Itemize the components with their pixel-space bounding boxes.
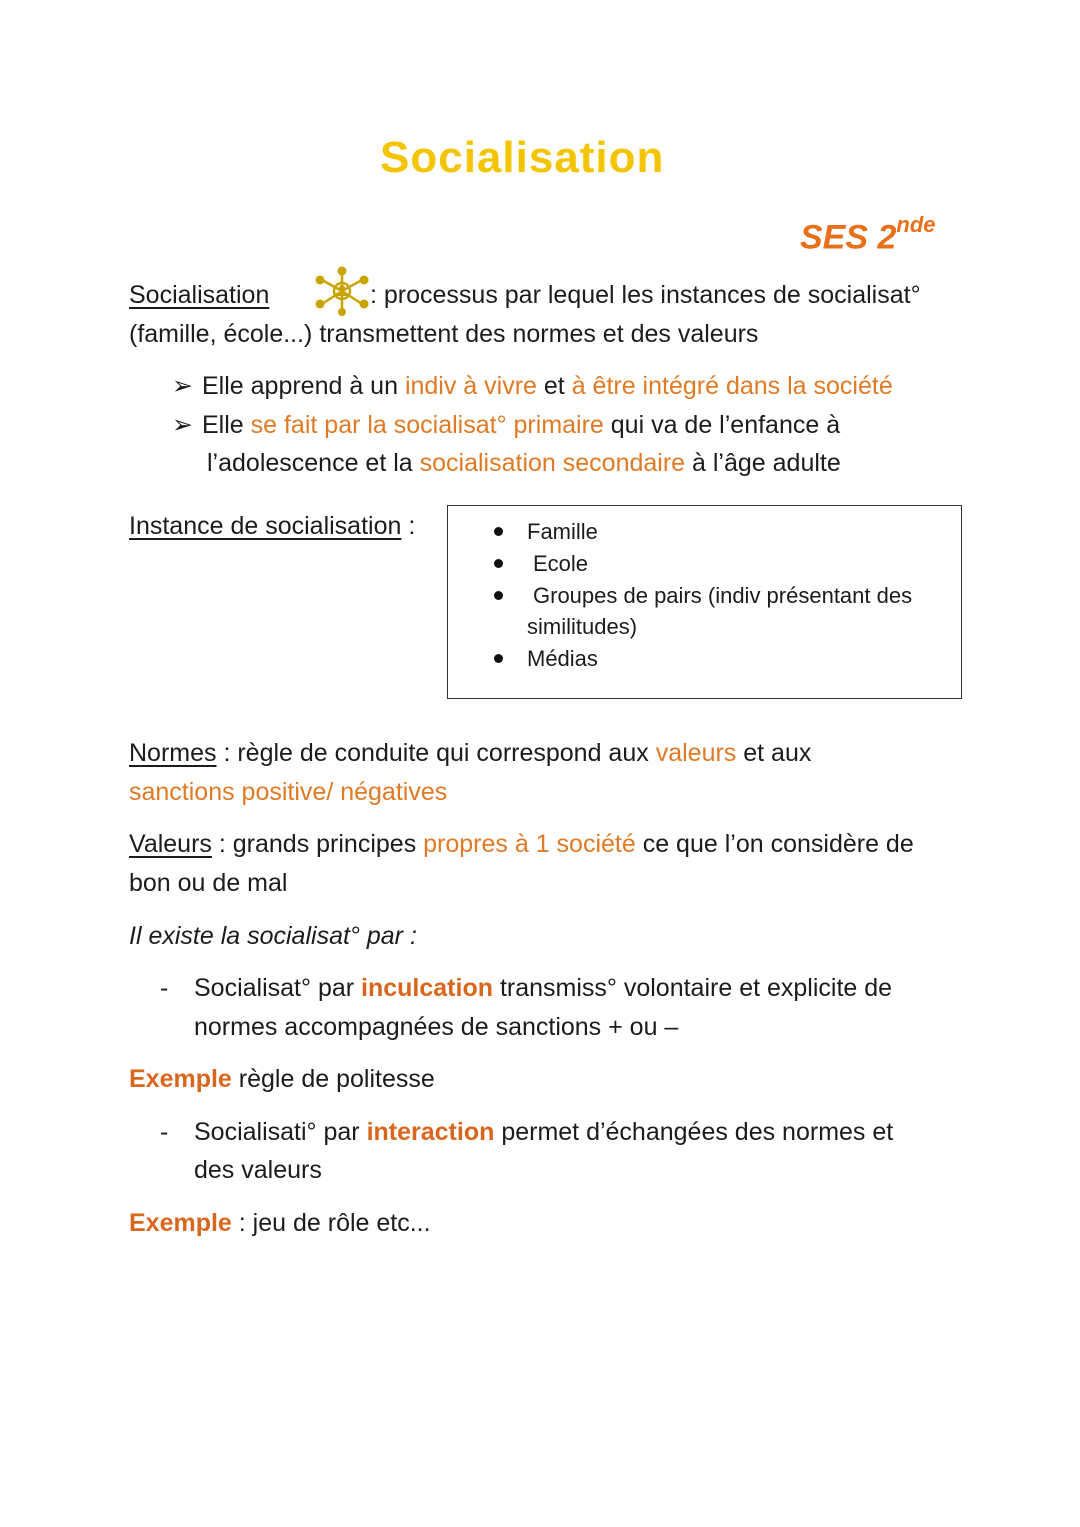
inculcation-line2: normes accompagnées de sanctions + ou –	[194, 1013, 679, 1041]
valeurs-line2: bon ou de mal	[129, 869, 288, 897]
course-label	[800, 205, 936, 261]
definition-line2: (famille, école...) transmettent des normes et des valeurs	[129, 320, 759, 348]
definition-term-text: Socialisation	[129, 281, 270, 309]
arrow-point-2-continued: l’adolescence et la socialisation secondaire à l’âge adulte	[207, 449, 841, 477]
dash-bullet: -	[160, 974, 169, 1002]
exemple-1: Exemple règle de politesse	[129, 1065, 435, 1093]
course-label-sup: nde	[896, 212, 936, 237]
bullet-icon	[494, 559, 503, 568]
bullet-icon	[494, 527, 503, 536]
inculcation-line1: Socialisat° par inculcation transmiss° volontaire et explicite de	[194, 974, 893, 1002]
network-people-icon	[312, 266, 372, 321]
interaction-line2: des valeurs	[194, 1156, 322, 1184]
bullet-icon	[494, 654, 503, 663]
page-title: Socialisation	[380, 133, 665, 182]
instances-label: Instance de socialisation :	[129, 512, 416, 540]
instances-box: Famille Ecole Groupes de pairs (indiv présentant des similitudes) Médias	[447, 505, 962, 699]
arrow-bullet-icon: ➢	[172, 411, 193, 439]
arrow-bullet-icon: ➢	[172, 372, 193, 400]
arrow-point-2: ➢ Elle se fait par la socialisat° primaire qui va de l’enfance à	[172, 406, 840, 444]
dash-bullet: -	[160, 1118, 169, 1146]
exemple-2: Exemple : jeu de rôle etc...	[129, 1209, 431, 1237]
bullet-icon	[494, 591, 503, 600]
definition-line1: : processus par lequel les instances de socialisat°	[370, 281, 921, 309]
course-label-main: SES 2	[800, 218, 897, 257]
definition-term	[129, 276, 269, 314]
normes-line2: sanctions positive/ négatives	[129, 778, 448, 806]
arrow-point-1: ➢ Elle apprend à un indiv à vivre et à être intégré dans la société	[172, 367, 893, 405]
types-intro: Il existe la socialisat° par :	[129, 922, 417, 950]
normes-line1: Normes : règle de conduite qui correspond aux valeurs et aux	[129, 739, 812, 767]
interaction-line1: Socialisati° par interaction permet d’échangées des normes et	[194, 1118, 894, 1146]
valeurs-line1: Valeurs : grands principes propres à 1 société ce que l’on considère de	[129, 830, 914, 858]
